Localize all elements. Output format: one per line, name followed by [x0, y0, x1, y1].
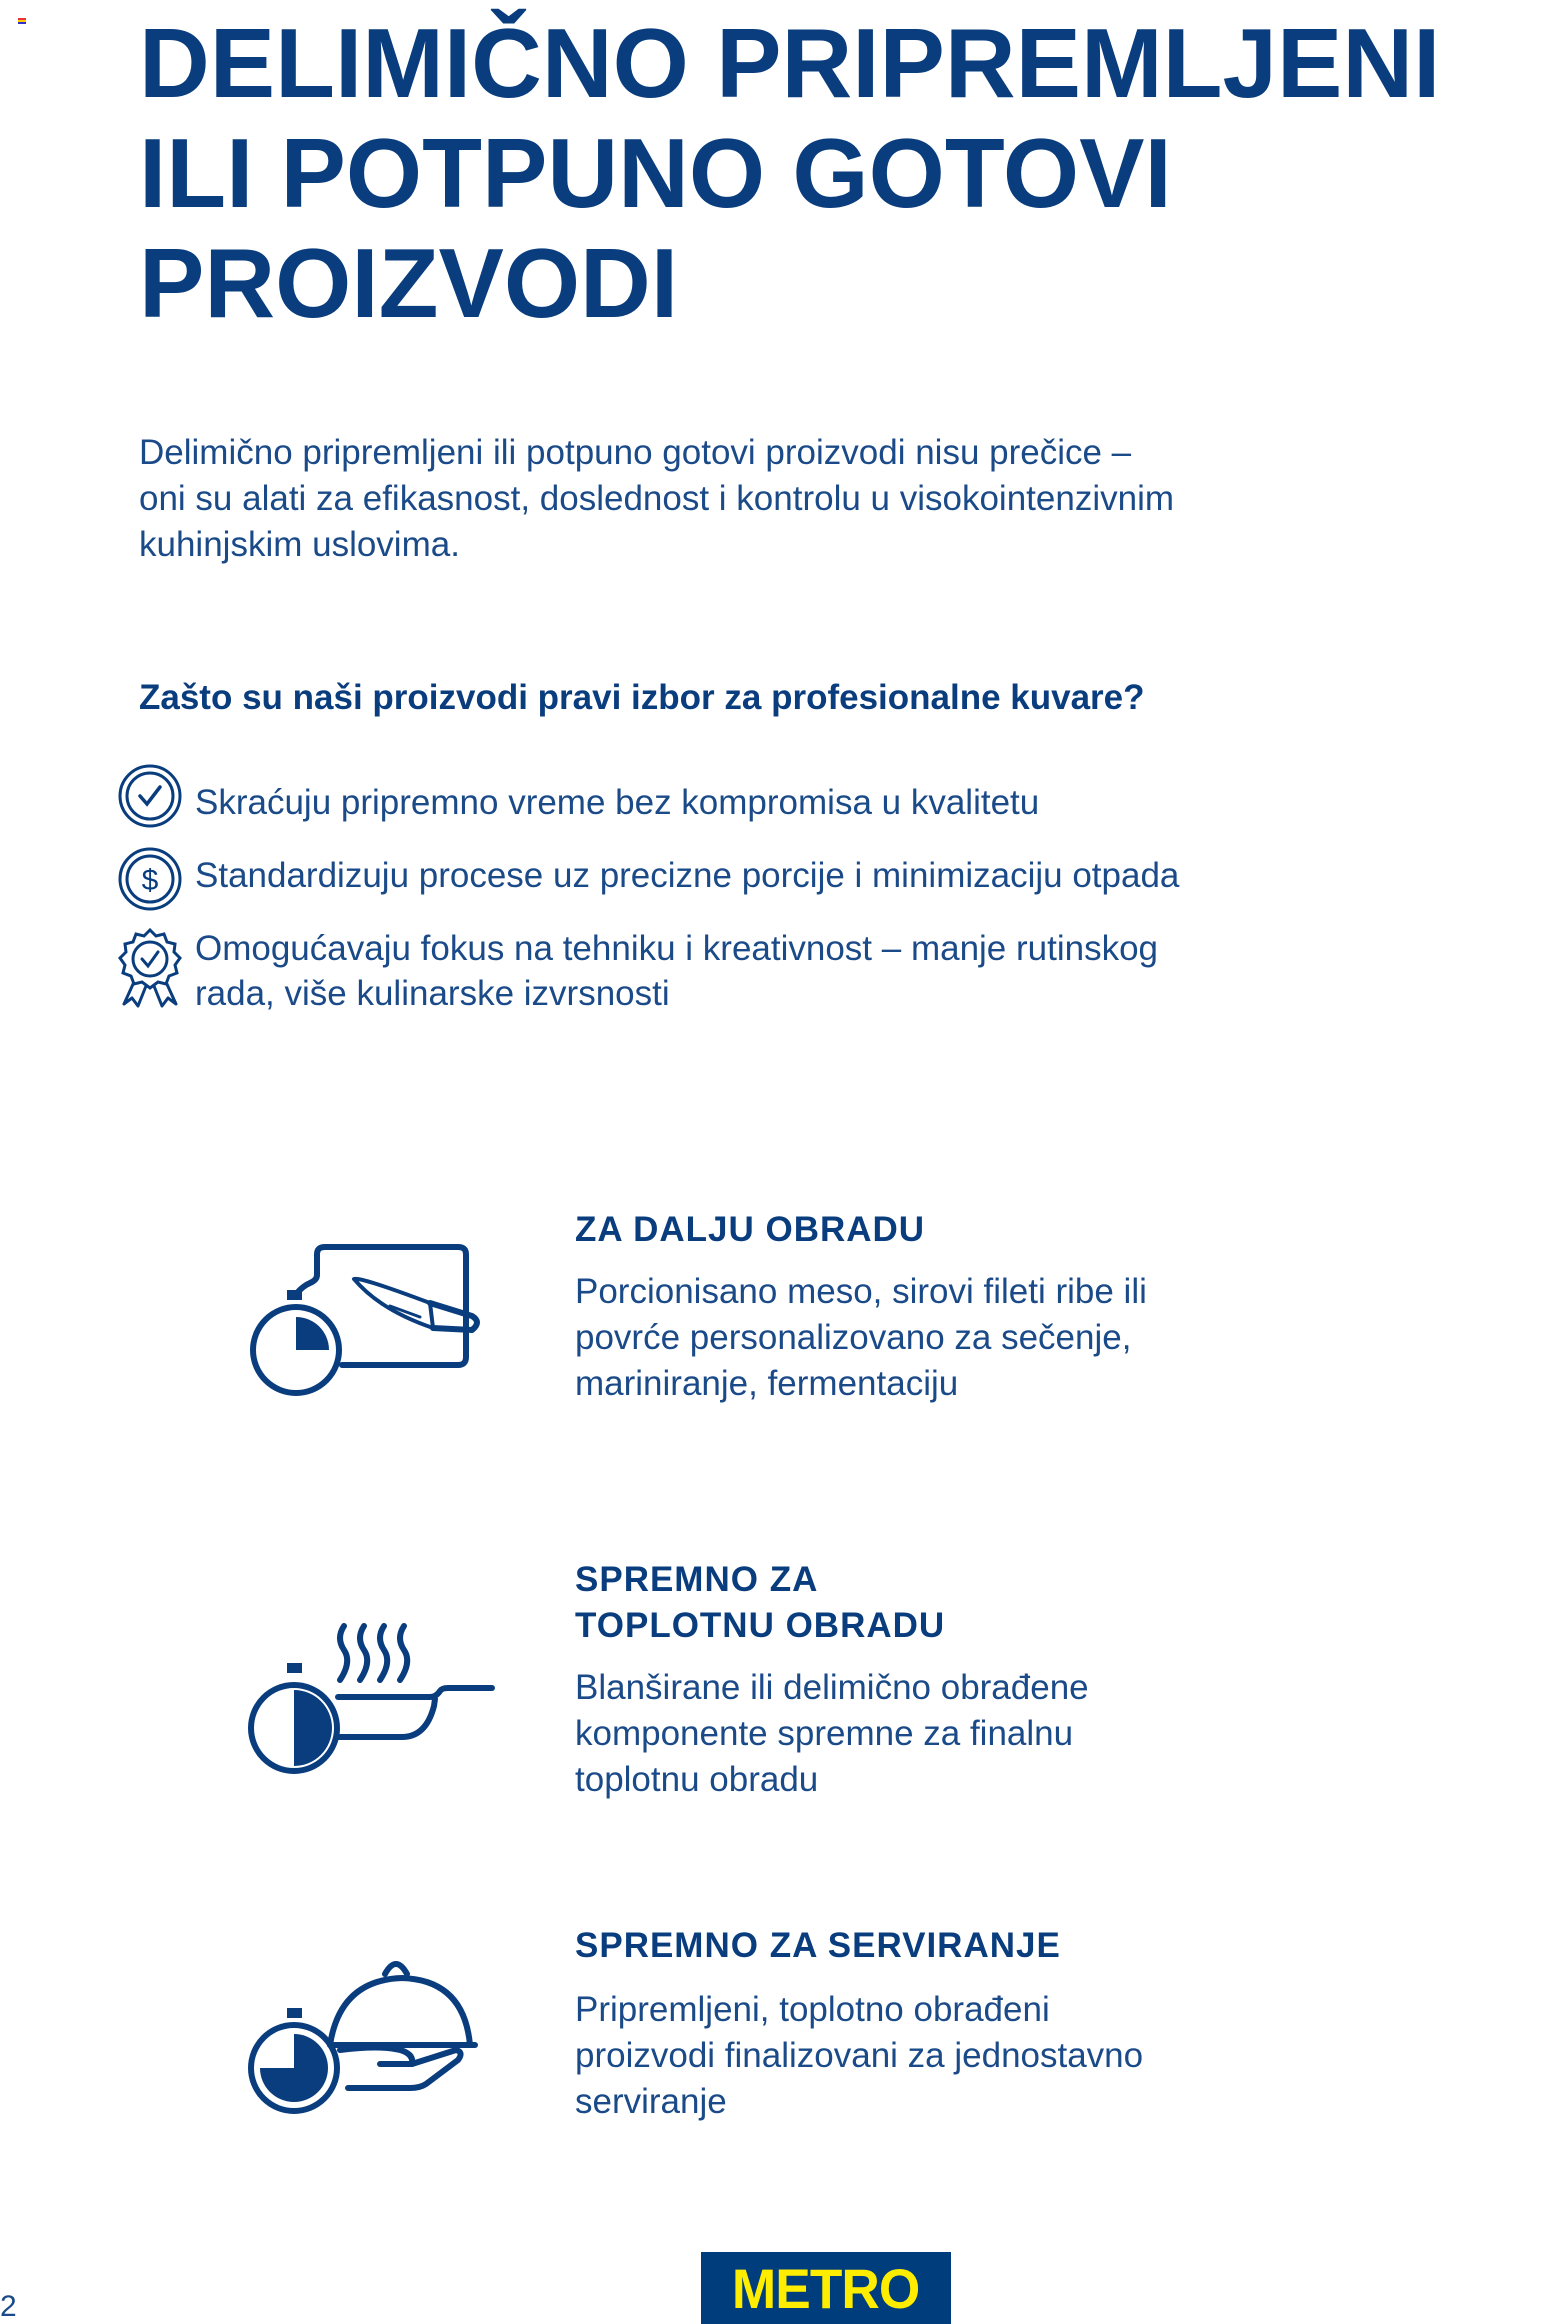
- svg-text:$: $: [141, 864, 159, 897]
- section-2-body-line-3: toplotnu obradu: [575, 1760, 819, 1799]
- why-item-3-line-1: Omogućavaju fokus na tehniku i kreativnost – manje rutinskog: [195, 929, 1159, 968]
- section-1-body-line-3: mariniranje, fermentaciju: [575, 1364, 959, 1403]
- page-title-line-3: PROIZVODI: [139, 228, 679, 338]
- stopwatch-pan-icon: [230, 1600, 510, 1800]
- section-2-heading-line-2: TOPLOTNU OBRADU: [575, 1606, 946, 1645]
- section-3-body-line-3: serviranje: [575, 2082, 727, 2121]
- section-1-body-line-1: Porcionisano meso, sirovi fileti ribe ili: [575, 1272, 1147, 1311]
- section-2-body-line-2: komponente spremne za finalnu: [575, 1714, 1074, 1753]
- why-heading: Zašto su naši proizvodi pravi izbor za profesionalne kuvare?: [139, 678, 1145, 717]
- page-title-line-2: ILI POTPUNO GOTOVI: [139, 118, 1172, 228]
- page-number: 2: [0, 2290, 17, 2323]
- section-2-body-line-1: Blanširane ili delimično obrađene: [575, 1668, 1089, 1707]
- section-3-body-line-1: Pripremljeni, toplotno obrađeni: [575, 1990, 1050, 2029]
- intro-line-3: kuhinjskim uslovima.: [139, 525, 460, 564]
- section-3-heading: SPREMNO ZA SERVIRANJE: [575, 1926, 1061, 1965]
- check-circle-icon: [116, 762, 184, 830]
- stopwatch-cloche-icon: [230, 1940, 510, 2130]
- stopwatch-cutting-board-icon: [230, 1220, 510, 1420]
- dollar-circle-icon: [116, 845, 184, 913]
- color-registration-mark: [18, 18, 26, 24]
- why-item-2: Standardizuju procese uz precizne porcije i minimizaciju otpada: [195, 856, 1180, 895]
- section-3-body-line-2: proizvodi finalizovani za jednostavno: [575, 2036, 1144, 2075]
- section-1-heading: ZA DALJU OBRADU: [575, 1210, 926, 1249]
- award-badge-icon: [116, 928, 184, 1008]
- why-item-3-line-2: rada, više kulinarske izvrsnosti: [195, 974, 670, 1013]
- page-title-line-1: DELIMIČNO PRIPREMLJENI: [139, 8, 1441, 118]
- intro-line-1: Delimično pripremljeni ili potpuno gotovi proizvodi nisu prečice –: [139, 433, 1132, 472]
- why-item-1: Skraćuju pripremno vreme bez kompromisa u kvalitetu: [195, 783, 1040, 822]
- intro-line-2: oni su alati za efikasnost, doslednost i kontrolu u visokointenzivnim: [139, 479, 1174, 518]
- section-1-body-line-2: povrće personalizovano za sečenje,: [575, 1318, 1132, 1357]
- metro-logo: [701, 2252, 951, 2324]
- section-2-heading-line-1: SPREMNO ZA: [575, 1560, 819, 1599]
- metro-logo-text: METRO: [732, 2256, 920, 2320]
